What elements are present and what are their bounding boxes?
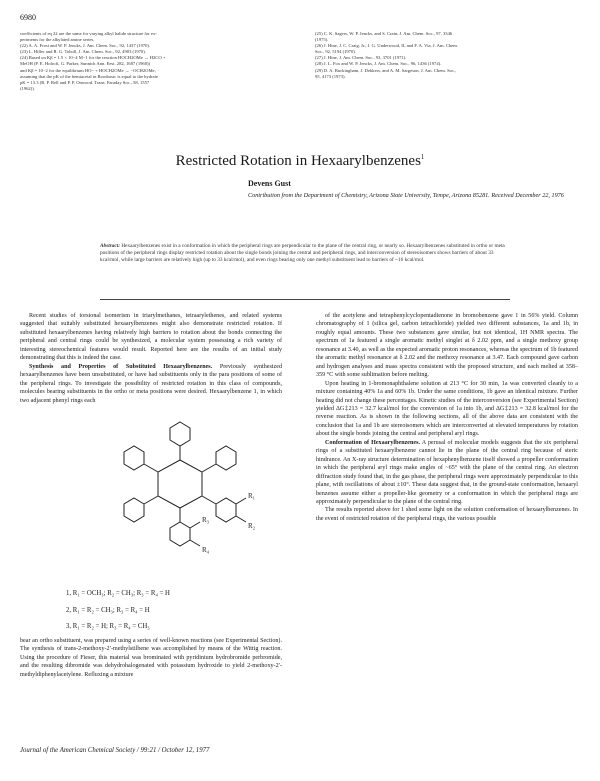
references-top-left bbox=[20, 31, 290, 92]
reference-line: (26) J. Hine, J. C. Craig, Jr., J. G. Underwood, II, and F. A. Via, J. Am. Chem. bbox=[315, 43, 458, 49]
section1-heading: Synthesis and Properties of Substituted Hexaarylbenzenes. bbox=[29, 363, 213, 370]
section2-paragraph bbox=[316, 439, 578, 507]
peripheral-ring-bottom bbox=[170, 522, 190, 546]
reference-line: (27) J. Hine, J. Am. Chem. Soc., 93, 3701 (1971). bbox=[315, 55, 407, 61]
peripheral-ring-lower-left bbox=[124, 498, 144, 522]
reference-line: assuming that the pK of the hemiacetal in Boodrasic is equal to the hydrate bbox=[20, 73, 158, 79]
abstract-label: Abstract: bbox=[100, 243, 121, 249]
label-r2: R₂ bbox=[248, 522, 256, 530]
reference-line: 95, 4173 (1973). bbox=[315, 73, 346, 79]
peripheral-ring-upper-right bbox=[216, 446, 236, 470]
peripheral-ring-lower-right bbox=[216, 498, 236, 522]
title-text: Restricted Rotation in Hexaarylbenzenes bbox=[175, 153, 421, 169]
reference-line: pK = 13.3 (R. P. Bell and P. P. Onwood. Trans. Faraday Soc., 58, 1557 bbox=[20, 79, 150, 85]
results-paragraph-2: Upon heating in 1-bromonaphthalene solution at 213 °C for 30 min, 1a was converted cleanly to a mixture containing 40% 1a and 60% 1b. Under the same conditions, 1b gave an identical mixture. Further heating did not change these percentages. Kinetic studies of the interconversion (see Experimental Section) yielded ΔG‡213 = 32.7 kcal/mol for the conversion of 1a into 1b, and ΔG‡213 = 32.8 kcal/mol for the reverse reaction. As is shown in the following sections, all of the above data are consistent with the conclusion that 1a and 1b are stereoisomers which are interconverted at elevated temperatures by rotation about the single bonds joining the central and peripheral aryl rings. bbox=[316, 380, 578, 438]
results-paragraph-last: The results reported above for 1 shed some light on the solution conformation of hexaarylbenzenes. In the event of restricted rotation of the peripheral rings, the various possible bbox=[316, 507, 578, 522]
reference-line: periments for the alkylated amine series. bbox=[20, 37, 95, 43]
reference-line: MeOH (P. E. Holroft, G. Parker, Sunnich Ann. Eest. 282, 1687 (1960)) bbox=[20, 61, 151, 67]
title-footnote-mark: 1 bbox=[420, 153, 425, 161]
journal-footer: Journal of the American Chemical Society / 99:21 / October 12, 1977 bbox=[20, 747, 210, 754]
results-paragraph-1: of the acetylene and tetraphenylcyclopentadienone in bromobenzene gave 1 in 56% yield. Column chromatography of 1 (silica gel, carbon tetrachloride) yielded two different substances, 1a and 1b, in roughly equal amounts. These two substances gave similar, but not identical, 1H NMR spectra. The spectrum of 1a featured a single aromatic methyl singlet at δ 2.02 ppm, and a single methoxy group resonance at 3.40, as well as the expected aromatic proton resonances, whereas the spectrum of 1b featured the aromatic methyl resonance at δ 2.02 and the methoxy resonance at 3.47. Each compound gave carbon and hydrogen analyses and mass spectra consistent with the proposed structure, and each melted at 358–359 °C with some sublimation before melting. bbox=[316, 313, 578, 379]
reference-line: (1975). bbox=[315, 37, 329, 43]
peripheral-ring-upper-left bbox=[124, 446, 144, 470]
section2-text: A perusal of molecular models suggests that the six peripheral rings of a substituted hexaarylbenzene cannot lie in the plane of the central ring because of steric hindrance. An X-ray structure determination of hexaphenylbenzene itself showed a propeller conformation in which the peripheral aryl rings make angles of ~65° with the plane of the central ring. An electron diffraction study found that, in the gas phase, the peripheral rings were approximately perpendicular to this plane, with oscillations of about ±10°. These data suggest that, in the ground-state conformation, hexaaryl benzenes assume either a propeller-like geometry or a conformation in which the peripheral rings are approximately perpendicular to the plane of the central ring. bbox=[316, 439, 578, 505]
abstract bbox=[100, 243, 510, 264]
left-column bbox=[20, 312, 282, 405]
section1-text: Previously synthesized hexaarylbenzenes have been unsubstituted, or have had substituents only in the para positions of some of the peripheral rings. To investigate the possibility of restricted rotation in this class of compounds, molecules bearing substituents in the ortho or meta positions were desired. Hexaarylbenzene 1, in which two adjacent phenyl rings each bbox=[20, 363, 283, 404]
reference-line: (22) A. A. Frost and W. P. Jencks, J. Am. Chem. Soc., 92, 1437 (1970). bbox=[20, 43, 151, 49]
reference-line: (1962)). bbox=[20, 85, 35, 91]
reference-line: Soc., 92, 5194 (1970). bbox=[315, 49, 356, 55]
intro-paragraph: Recent studies of torsional isomerism in triarylmethanes, tetraarylethenes, and related systems suggested that suitably substituted hexaarylbenzenes might also demonstrate restricted rotation. If substituted hexaarylbenzenes having relatively high barriers to rotation about the bonds connecting the peripheral and central rings could be synthesized, a molecular system possessing a rich variety of interesting stereochemical features would result. Reported here are the results of an initial study demonstrating that this is indeed the case. bbox=[20, 313, 282, 362]
left-column-continued: bear an ortho substituent, was prepared using a series of well-known reactions (see Experimental Section). The synthesis of trans-2-methoxy-2′-methylstilbene was accomplished by means of the Wittig reaction. Using the procedure of Fieser, this material was brominated with pyridinium hydrobromide perbromide, and the resulting dibromide was dehydrohalogenated with potassium hydroxide to yield 2-methoxy-2′-methyldiphenylacetylene. Refluxing a mixture bbox=[20, 638, 282, 678]
abstract-text: Hexaarylbenzenes exist in a conformation in which the peripheral rings are perpendicular to the plane of the central ring, or nearly so. Hexaarylbenzenes substituted in ortho or meta positions of the peripheral rings display restricted rotation about the single bonds joining the central and peripheral rings, and interconversion of stereoisomers shows barriers of about 33 kcal/mol, while large barriers are relatively high (up to 33 kcal/mol), and even rings bearing only one methyl substituent lead to barriers of ~16 kcal/mol. bbox=[100, 243, 505, 263]
compound-label-1: 1, R₁ = OCH₃; R₂ = CH₃; R₃ = R₄ = H bbox=[66, 590, 170, 597]
label-r4: R₄ bbox=[202, 546, 210, 554]
peripheral-ring-top bbox=[170, 422, 190, 446]
central-ring bbox=[158, 460, 202, 508]
section2-heading: Conformation of Hexaarylbenzenes. bbox=[325, 439, 421, 446]
hexaarylbenzene-structure bbox=[80, 420, 280, 585]
reference-line: (28) J. L. Fox and W. P. Jencks, J. Am. Chem. Soc., 96, 1436 (1974). bbox=[315, 61, 442, 67]
reference-line: (24) Based on Kβ = 1.5 × 10−4 M−1 for the reaction HOCH2OMe → H2CO + bbox=[20, 55, 166, 61]
author-name: Devens Gust bbox=[248, 179, 291, 188]
reference-line: coefficients of eq 22 are the same for varying alkyl halide structure for ex- bbox=[20, 31, 157, 36]
compound-label-2: 2, R₁ = R₂ = CH₃; R₃ = R₄ = H bbox=[66, 607, 150, 614]
compound-label-3: 3, R₁ = R₂ = H; R₃ = R₄ = CH₃ bbox=[66, 623, 150, 630]
article-title bbox=[0, 153, 600, 170]
references-top-right bbox=[315, 31, 585, 80]
abstract-rule bbox=[100, 299, 510, 300]
label-r1: R₁ bbox=[248, 492, 256, 500]
right-column bbox=[316, 312, 578, 722]
page-number: 6980 bbox=[20, 13, 36, 22]
label-r3: R₃ bbox=[202, 516, 210, 524]
reference-line: (29) D. A. Buckingham, J. Dekkers, and A. M. Sargeson, J. Am. Chem. Soc., bbox=[315, 67, 457, 73]
section1-paragraph bbox=[20, 363, 282, 405]
affiliation: Contribution from the Department of Chemistry, Arizona State University, Tempe, Arizona 85281. Received December 22, 1976 bbox=[248, 192, 564, 199]
reference-line: and Kβ = 10−2 for the equilibrium HO− + HOCH2OMe → −OCH2OMe, bbox=[20, 67, 156, 73]
reference-line: (25) C. K. Sagers, W. P. Jencks, and S. Crain, J. Am. Chem. Soc., 97, 3346 bbox=[315, 31, 453, 36]
reference-line: (23) L. Hiller and R. G. Toboll, J. Am. Chem. Soc., 92, 4903 (1970). bbox=[20, 49, 146, 55]
